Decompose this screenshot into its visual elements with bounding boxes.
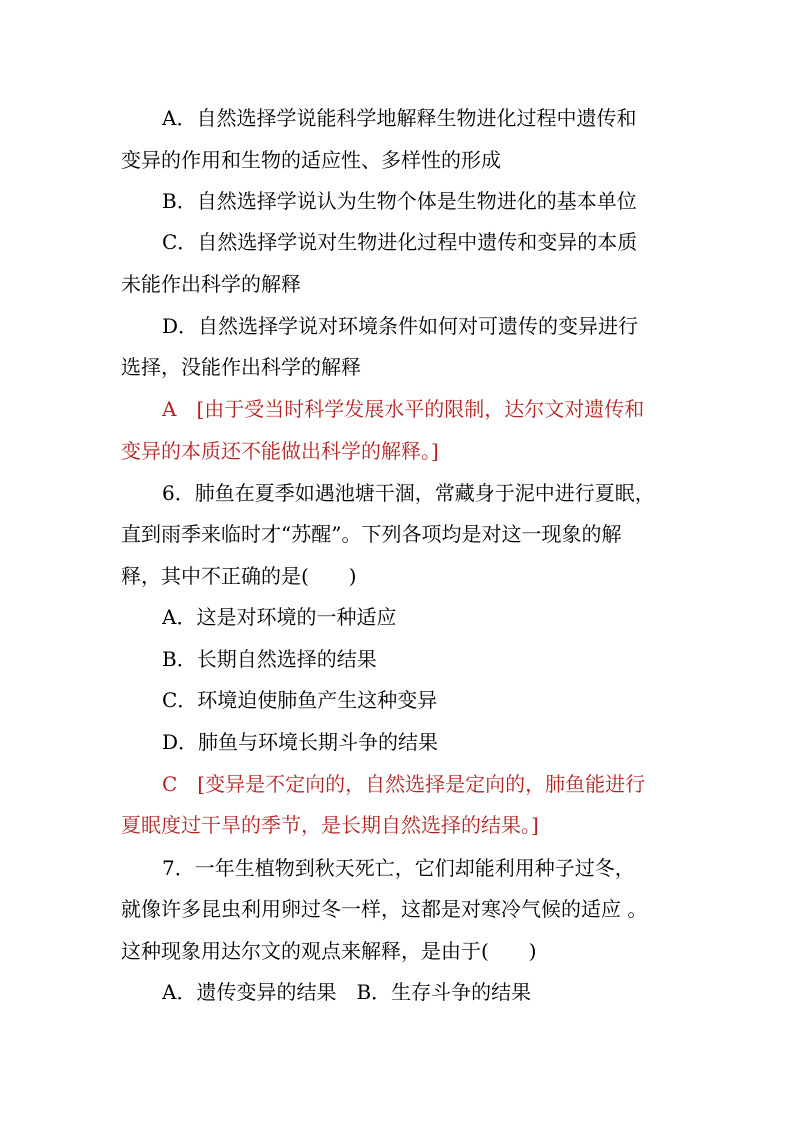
q6-option-c: C．环境迫使肺鱼产生这种变异 [162,688,438,712]
q7-stem-line3: 这种现象用达尔文的观点来解释，是由于( ) [121,939,537,963]
q7-options-ab: A．遗传变异的结果 B．生存斗争的结果 [162,980,532,1004]
q5-option-c-line1: C．自然选择学说对生物进化过程中遗传和变异的本质 [162,230,638,254]
q6-answer-line2: 夏眠度过干旱的季节，是长期自然选择的结果。] [121,813,539,837]
q5-answer-line2: 变异的本质还不能做出科学的解释。] [121,439,439,463]
q7-stem-line2: 就像许多昆虫利用卵过冬一样，这都是对寒冷气候的适应 。 [121,897,648,921]
q6-stem-line2: 直到雨季来临时才“苏醒”。下列各项均是对这一现象的解 [121,522,622,546]
q6-option-b: B．长期自然选择的结果 [162,647,377,671]
q6-answer-line1: C [变异是不定向的，自然选择是定向的，肺鱼能进行 [162,772,646,796]
q5-option-a-line2: 变异的作用和生物的适应性、多样性的形成 [121,148,501,172]
q6-stem-line3: 释，其中不正确的是( ) [121,564,357,588]
q5-option-d-line1: D．自然选择学说对环境条件如何对可遗传的变异进行 [162,314,639,338]
q7-stem-line1: 7．一年生植物到秋天死亡，它们却能利用种子过冬， [162,856,635,880]
q5-option-d-line2: 选择，没能作出科学的解释 [121,355,361,379]
q6-stem-line1: 6．肺鱼在夏季如遇池塘干涸，常藏身于泥中进行夏眠， [162,481,655,505]
q6-option-d: D．肺鱼与环境长期斗争的结果 [162,730,439,754]
q5-option-c-line2: 未能作出科学的解释 [121,272,301,296]
q5-option-b: B．自然选择学说认为生物个体是生物进化的基本单位 [162,189,637,213]
q5-option-a-line1: A．自然选择学说能科学地解释生物进化过程中遗传和 [162,106,637,130]
q6-option-a: A．这是对环境的一种适应 [162,605,397,629]
q5-answer-line1: A [由于受当时科学发展水平的限制，达尔文对遗传和 [162,397,645,421]
